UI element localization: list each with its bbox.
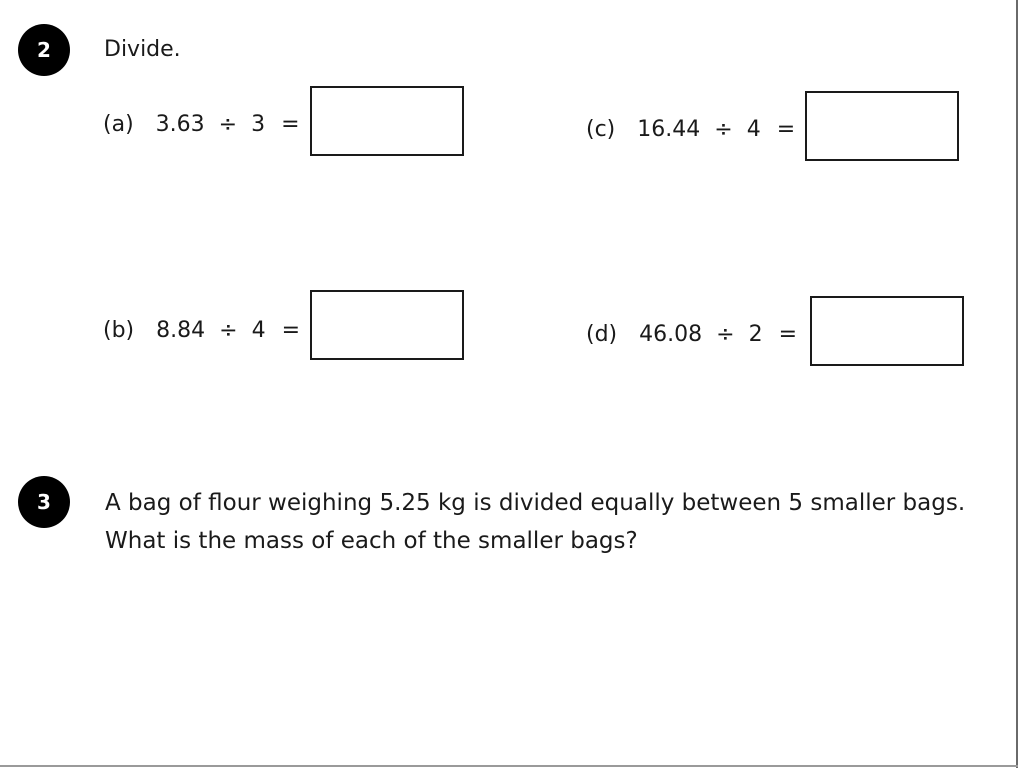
sub-question-a-label: (a) — [103, 111, 134, 137]
sub-question-c-divide-sign: ÷ — [714, 116, 733, 142]
sub-question-a-divisor: 3 — [251, 111, 266, 137]
sub-question-b-divisor: 4 — [251, 317, 266, 343]
question-number-badge-3 — [18, 476, 70, 528]
question-number-badge-2 — [18, 24, 70, 76]
sub-question-a-divide-sign: ÷ — [218, 111, 238, 137]
sub-question-b-equals-sign: = — [281, 317, 300, 343]
sub-question-a-dividend: 3.63 — [155, 111, 205, 137]
sub-question-d-label: (d) — [586, 321, 618, 347]
sub-question-d-divisor: 2 — [748, 321, 763, 347]
question-3-line-1: A bag of flour weighing 5.25 kg is divided equally between 5 smaller bags. — [105, 490, 966, 516]
sub-question-d-equals-sign: = — [778, 321, 797, 347]
question-2-instruction: Divide. — [104, 37, 181, 62]
question-number-3: 3 — [37, 490, 51, 514]
answer-box-d[interactable] — [810, 296, 964, 366]
sub-question-c-label: (c) — [586, 116, 616, 142]
sub-question-b-label: (b) — [103, 317, 135, 343]
sub-question-c-divisor: 4 — [746, 116, 761, 142]
sub-question-c-dividend: 16.44 — [637, 116, 701, 142]
answer-box-b[interactable] — [310, 290, 464, 360]
sub-question-d — [586, 319, 797, 349]
question-3-text — [105, 484, 965, 560]
sub-question-d-dividend: 46.08 — [639, 321, 703, 347]
answer-box-c[interactable] — [805, 91, 959, 161]
question-number-2: 2 — [37, 38, 51, 62]
sub-question-b-divide-sign: ÷ — [219, 317, 238, 343]
sub-question-d-divide-sign: ÷ — [716, 321, 735, 347]
question-3-line-2: What is the mass of each of the smaller bags? — [105, 528, 638, 554]
sub-question-b-dividend: 8.84 — [156, 317, 206, 343]
sub-question-a — [103, 109, 300, 139]
sub-question-b — [103, 315, 300, 345]
sub-question-c-equals-sign: = — [776, 116, 796, 142]
answer-box-a[interactable] — [310, 86, 464, 156]
page-edge-bottom — [0, 765, 1018, 767]
page-edge-right — [1016, 0, 1018, 768]
sub-question-a-equals-sign: = — [281, 111, 300, 137]
sub-question-c — [586, 114, 795, 144]
